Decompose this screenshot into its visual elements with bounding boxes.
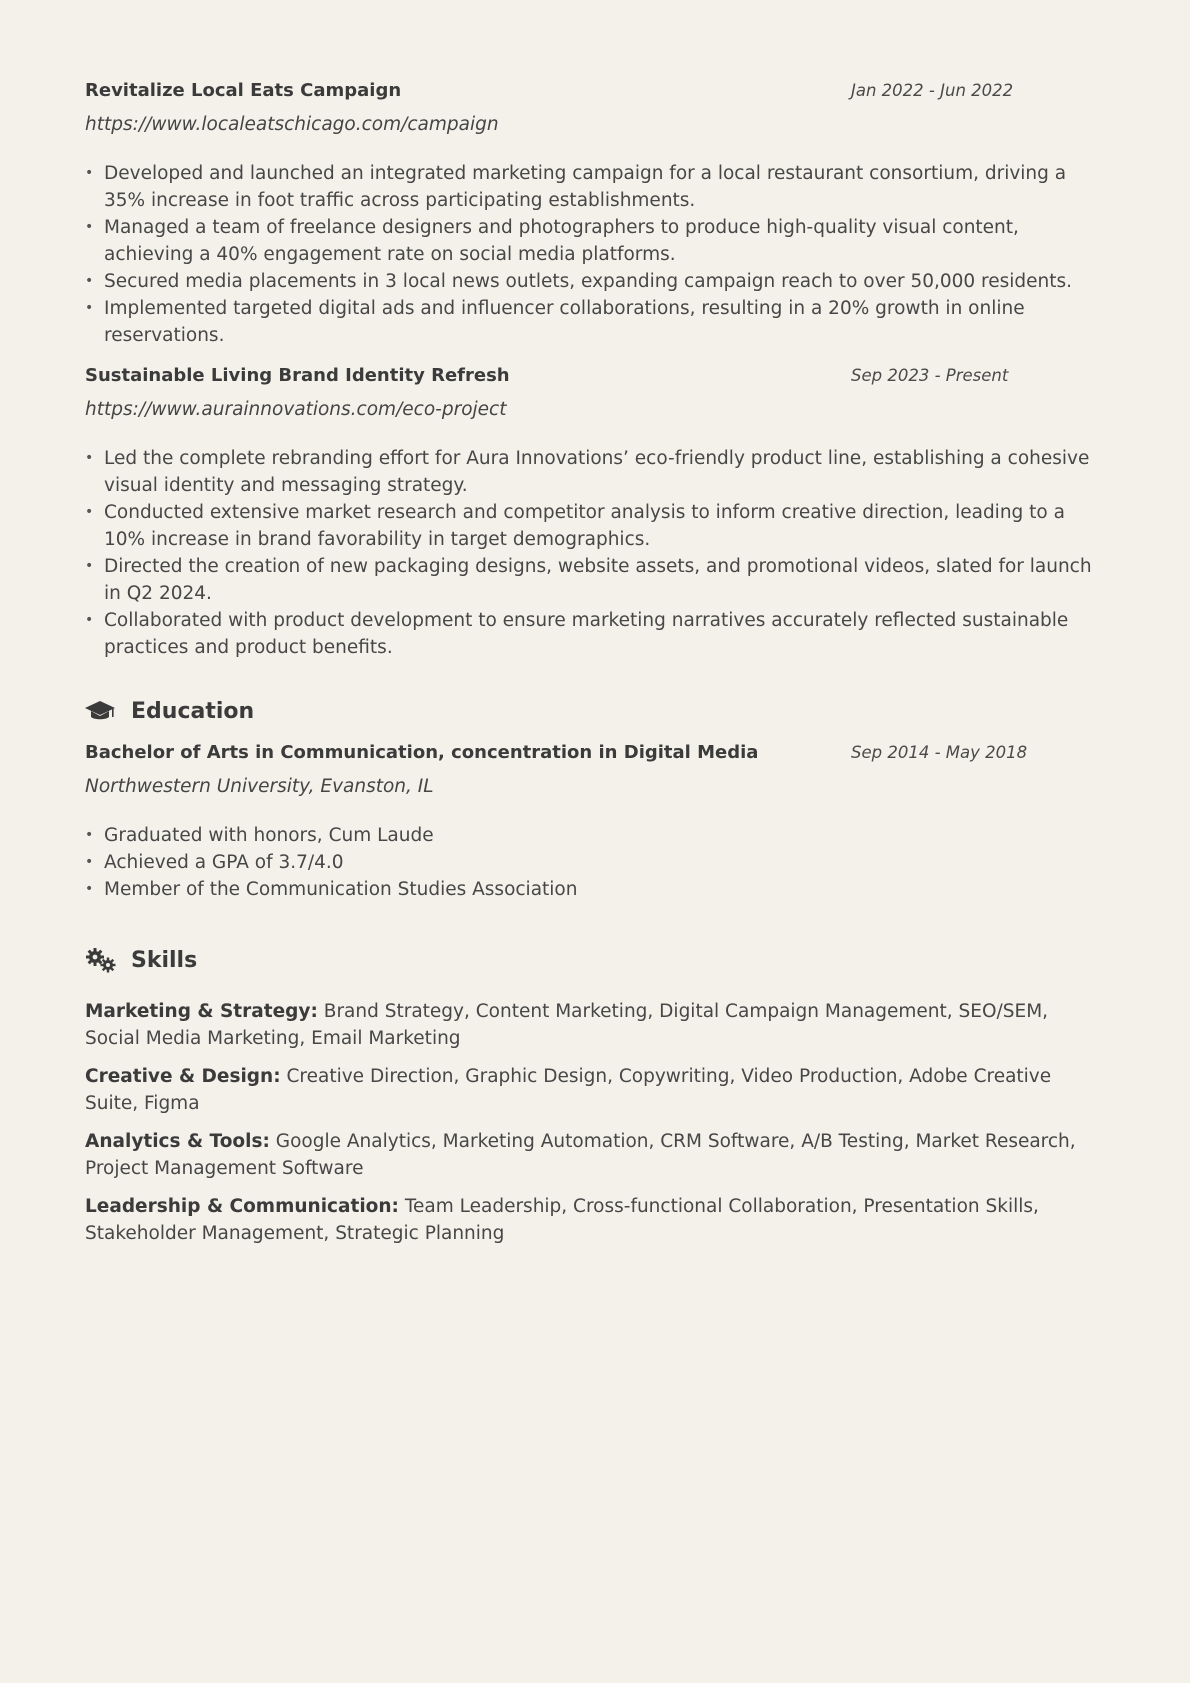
list-item: • Directed the creation of new packaging designs, website assets, and promotional videos, slated for launch in Q2 2024. <box>85 553 1105 607</box>
project-url-link[interactable]: https://www.localeatschicago.com/campaign <box>85 114 499 135</box>
list-item: • Conducted extensive market research and competitor analysis to inform creative direction, leading to a 10% increase in brand favorability in target demographics. <box>85 499 1105 553</box>
project-entry-revitalize <box>85 80 1105 349</box>
skill-category: Marketing & Strategy: <box>85 1001 318 1022</box>
skill-items: Team Leadership, Cross-functional Collaboration, Presentation Skills, Stakeholder Management, Strategic Planning <box>85 1196 1039 1244</box>
project-title: Sustainable Living Brand Identity Refresh <box>85 365 510 386</box>
section-title: Skills <box>131 947 198 973</box>
skills-list <box>85 998 1105 1247</box>
list-item: • Achieved a GPA of 3.7/4.0 <box>85 849 1105 876</box>
degree-title: Bachelor of Arts in Communication, concentration in Digital Media <box>85 742 759 763</box>
skill-category: Creative & Design: <box>85 1066 281 1087</box>
education-bullet-list <box>85 822 1105 903</box>
skills-section <box>85 943 1105 1258</box>
project-bullet-list <box>85 160 1105 349</box>
skill-group <box>85 1193 1105 1247</box>
list-item: • Graduated with honors, Cum Laude <box>85 822 1105 849</box>
list-item: • Developed and launched an integrated marketing campaign for a local restaurant consortium, driving a 35% increase in foot traffic across participating establishments. <box>85 160 1105 214</box>
project-date: Jan 2022 - Jun 2022 <box>851 81 1014 100</box>
skills-heading <box>85 943 1105 977</box>
graduation-cap-icon <box>85 697 117 725</box>
skill-items: Brand Strategy, Content Marketing, Digital Campaign Management, SEO/SEM, Social Media Marketing, Email Marketing <box>85 1001 1049 1049</box>
section-title: Education <box>131 698 255 724</box>
skill-category: Leadership & Communication: <box>85 1196 399 1217</box>
list-item: • Implemented targeted digital ads and influencer collaborations, resulting in a 20% growth in online reservations. <box>85 295 1105 349</box>
skill-items: Google Analytics, Marketing Automation, CRM Software, A/B Testing, Market Research, Project Management Software <box>85 1131 1076 1179</box>
education-section <box>85 694 1105 903</box>
list-item: • Member of the Communication Studies Association <box>85 876 1105 903</box>
project-entry-sustainable <box>85 365 1105 661</box>
skill-group <box>85 998 1105 1052</box>
project-url-link[interactable]: https://www.aurainnovations.com/eco-project <box>85 399 507 420</box>
list-item: • Collaborated with product development to ensure marketing narratives accurately reflected sustainable practices and product benefits. <box>85 607 1105 661</box>
skill-group <box>85 1063 1105 1117</box>
skill-items: Creative Direction, Graphic Design, Copywriting, Video Production, Adobe Creative Suite, Figma <box>85 1066 1052 1114</box>
skill-group <box>85 1128 1105 1182</box>
list-item: • Led the complete rebranding effort for Aura Innovations’ eco-friendly product line, establishing a cohesive visual identity and messaging strategy. <box>85 445 1105 499</box>
education-heading <box>85 694 1105 728</box>
skill-category: Analytics & Tools: <box>85 1131 270 1152</box>
project-header <box>85 365 1105 391</box>
project-bullet-list <box>85 445 1105 661</box>
gears-icon <box>85 946 117 974</box>
list-item: • Managed a team of freelance designers and photographers to produce high-quality visual content, achieving a 40% engagement rate on social media platforms. <box>85 214 1105 268</box>
list-item: • Secured media placements in 3 local news outlets, expanding campaign reach to over 50,000 residents. <box>85 268 1105 295</box>
school-name: Northwestern University, Evanston, IL <box>85 776 434 797</box>
education-date: Sep 2014 - May 2018 <box>851 743 1028 762</box>
project-title: Revitalize Local Eats Campaign <box>85 80 402 101</box>
education-header <box>85 742 1105 768</box>
project-header <box>85 80 1105 106</box>
project-date: Sep 2023 - Present <box>851 366 1009 385</box>
